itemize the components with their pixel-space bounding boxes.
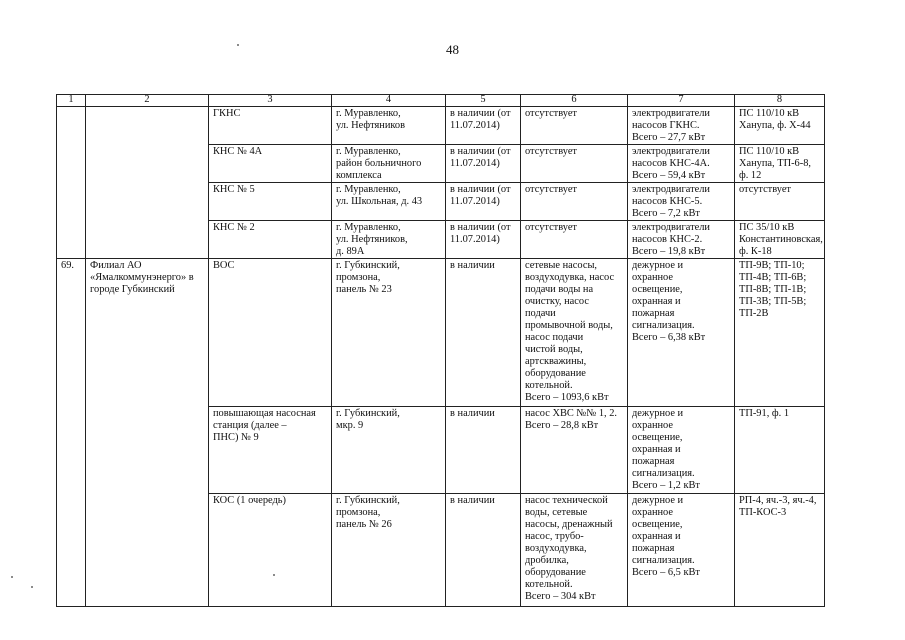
address-cell: г. Муравленко, ул. Нефтяников, д. 89А	[332, 221, 446, 259]
column-number: 8	[735, 95, 825, 107]
consumers-cell: электродвигатели насосов КНС-2. Всего – 19,8 кВт	[628, 221, 735, 259]
supply-cell: отсутствует	[735, 183, 825, 221]
equipment-cell: отсутствует	[521, 221, 628, 259]
availability-cell: в наличии	[446, 407, 521, 494]
consumers-cell: электродвигатели насосов ГКНС. Всего – 27,7 кВт	[628, 107, 735, 145]
object-cell: повышающая насосная станция (далее – ПНС) № 9	[209, 407, 332, 494]
row-number-cell: 69.	[57, 259, 86, 607]
object-cell: КОС (1 очередь)	[209, 494, 332, 607]
supply-cell: ПС 110/10 кВ Ханупа, ф. Х-44	[735, 107, 825, 145]
address-cell: г. Муравленко, район больничного комплекса	[332, 145, 446, 183]
consumers-cell: электродвигатели насосов КНС-5. Всего – 7,2 кВт	[628, 183, 735, 221]
address-cell: г. Губкинский, промзона, панель № 26	[332, 494, 446, 607]
availability-cell: в наличии	[446, 259, 521, 407]
equipment-cell: отсутствует	[521, 145, 628, 183]
equipment-cell: насос ХВС №№ 1, 2. Всего – 28,8 кВт	[521, 407, 628, 494]
scan-speck	[11, 576, 13, 578]
object-cell: КНС № 4А	[209, 145, 332, 183]
availability-cell: в наличии (от 11.07.2014)	[446, 145, 521, 183]
availability-cell: в наличии (от 11.07.2014)	[446, 221, 521, 259]
consumers-cell: дежурное и охранное освещение, охранная и пожарная сигнализация. Всего – 6,38 кВт	[628, 259, 735, 407]
table-row	[57, 107, 825, 145]
page-number: 48	[446, 42, 459, 57]
organization-cell: Филиал АО «Ямалкоммунэнерго» в городе Губкинский	[86, 259, 209, 607]
equipment-cell: отсутствует	[521, 107, 628, 145]
object-cell: КНС № 2	[209, 221, 332, 259]
consumers-cell: дежурное и охранное освещение, охранная и пожарная сигнализация. Всего – 1,2 кВт	[628, 407, 735, 494]
object-cell: ВОС	[209, 259, 332, 407]
column-number: 5	[446, 95, 521, 107]
supply-cell: ПС 35/10 кВ Константиновская, ф. К-18	[735, 221, 825, 259]
object-cell: ГКНС	[209, 107, 332, 145]
availability-cell: в наличии (от 11.07.2014)	[446, 183, 521, 221]
data-table	[56, 94, 825, 607]
column-number: 6	[521, 95, 628, 107]
address-cell: г. Муравленко, ул. Школьная, д. 43	[332, 183, 446, 221]
row-number-cell	[57, 107, 86, 259]
supply-cell: ТП-91, ф. 1	[735, 407, 825, 494]
availability-cell: в наличии (от 11.07.2014)	[446, 107, 521, 145]
consumers-cell: электродвигатели насосов КНС-4А. Всего – 59,4 кВт	[628, 145, 735, 183]
column-number-row	[57, 95, 825, 107]
availability-cell: в наличии	[446, 494, 521, 607]
scan-speck	[31, 586, 33, 588]
supply-cell: РП-4, яч.-3, яч.-4, ТП-КОС-3	[735, 494, 825, 607]
object-cell: КНС № 5	[209, 183, 332, 221]
address-cell: г. Губкинский, промзона, панель № 23	[332, 259, 446, 407]
column-number: 3	[209, 95, 332, 107]
equipment-cell: отсутствует	[521, 183, 628, 221]
equipment-cell: насос технической воды, сетевые насосы, дренажный насос, трубо- воздуходувка, дробилка, оборудование котельной. Всего – 304 кВт	[521, 494, 628, 607]
organization-cell	[86, 107, 209, 259]
address-cell: г. Муравленко, ул. Нефтяников	[332, 107, 446, 145]
supply-cell: ТП-9В; ТП-10; ТП-4В; ТП-6В; ТП-8В; ТП-1В; ТП-3В; ТП-5В; ТП-2В	[735, 259, 825, 407]
table-row	[57, 259, 825, 407]
equipment-cell: сетевые насосы, воздуходувка, насос подачи воды на очистку, насос подачи промывочной воды, насос подачи чистой воды, артскважины, оборудование котельной. Всего – 1093,6 кВт	[521, 259, 628, 407]
column-number: 1	[57, 95, 86, 107]
consumers-cell: дежурное и охранное освещение, охранная и пожарная сигнализация. Всего – 6,5 кВт	[628, 494, 735, 607]
column-number: 4	[332, 95, 446, 107]
column-number: 2	[86, 95, 209, 107]
address-cell: г. Губкинский, мкр. 9	[332, 407, 446, 494]
supply-cell: ПС 110/10 кВ Ханупа, ТП-6-8, ф. 12	[735, 145, 825, 183]
scan-speck	[237, 44, 239, 46]
column-number: 7	[628, 95, 735, 107]
